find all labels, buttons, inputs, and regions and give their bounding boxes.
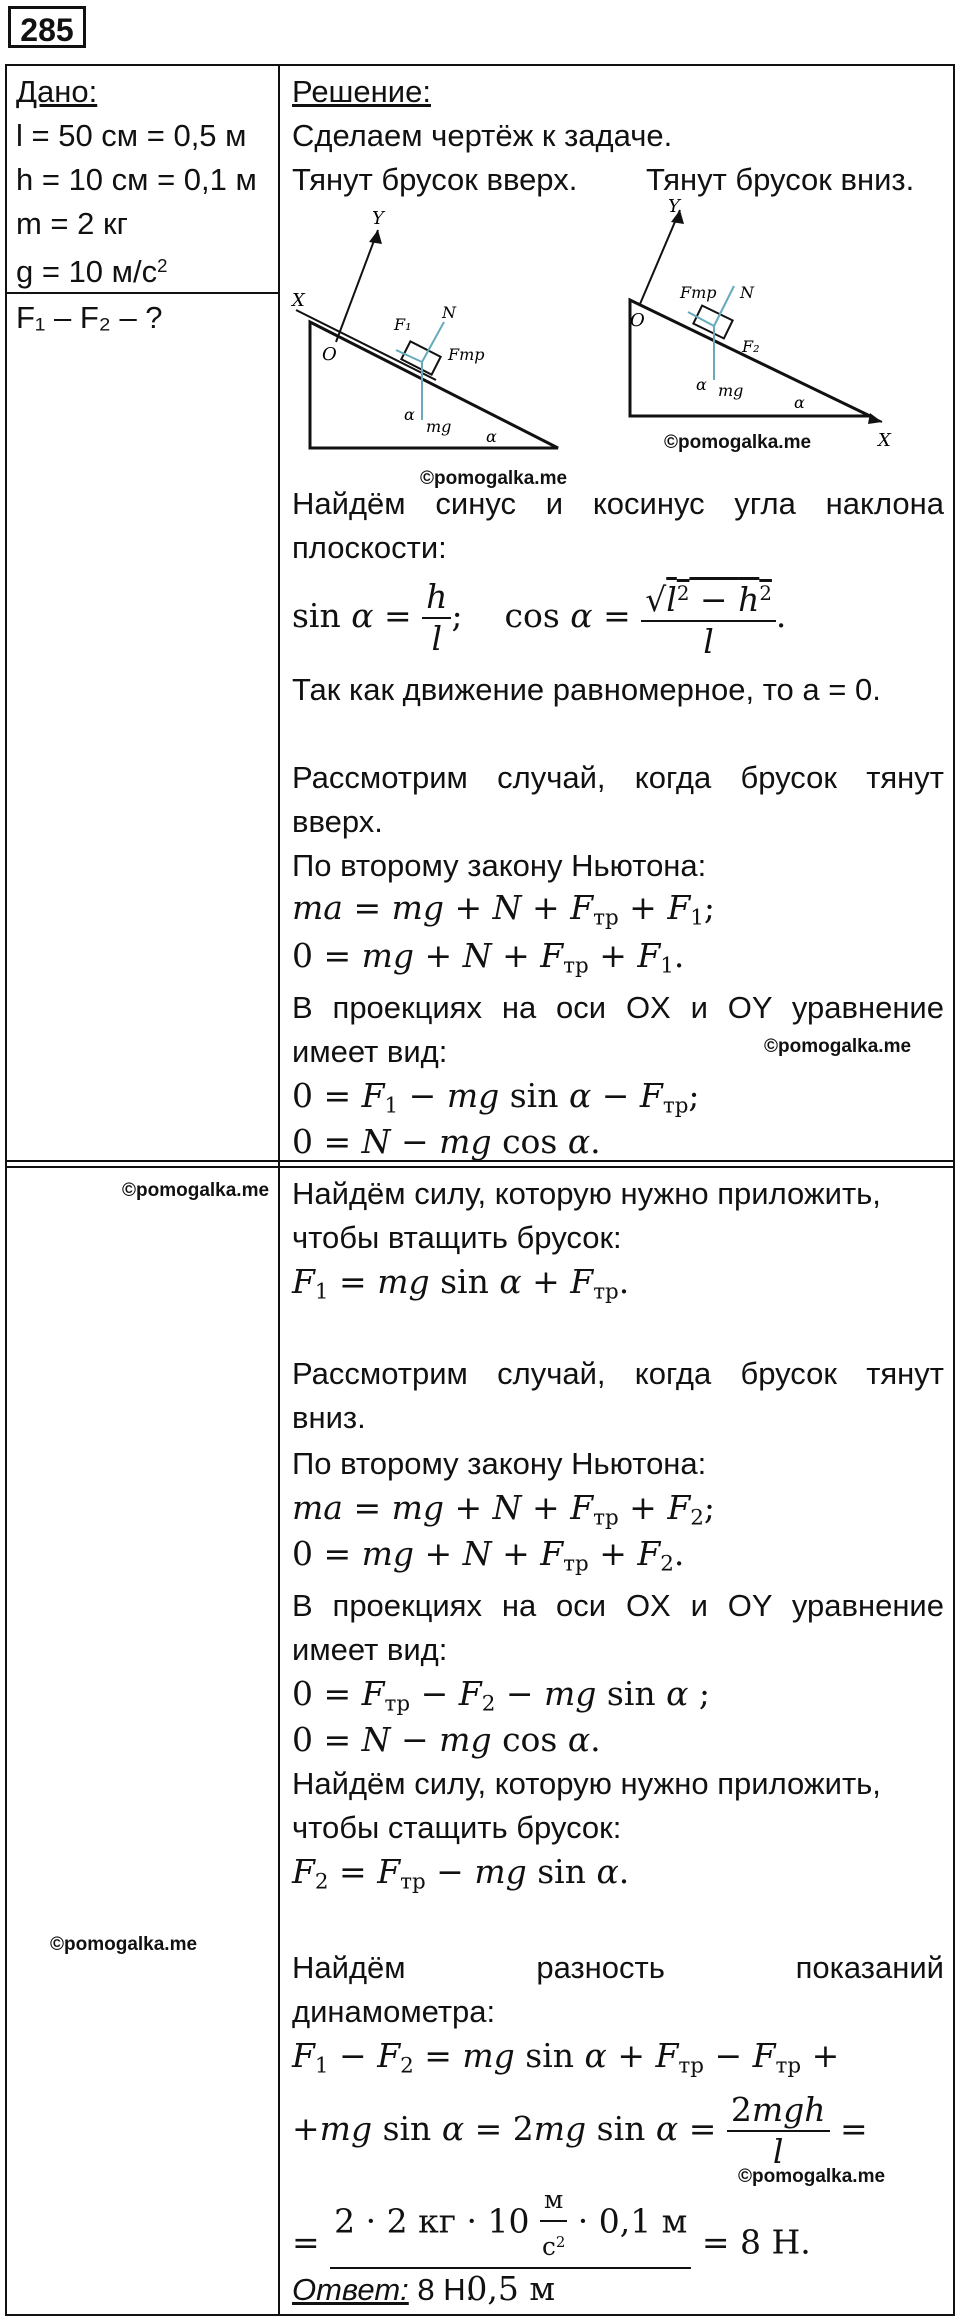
watermark-bottom-right: ©pomogalka.me	[738, 2166, 886, 2187]
problem-number: 285	[8, 6, 86, 48]
watermark-fig2: ©pomogalka.me	[664, 432, 812, 453]
given-g-exponent: 2	[157, 255, 168, 276]
case-down-paragraph-1: Рассмотрим случай, когда брусок тянут	[292, 1356, 944, 1391]
equation-newton-up-1: ma = mg + $N + F_{тр} + F_1$;	[292, 888, 715, 931]
given-line-m: m = 2 кг	[16, 206, 128, 241]
answer-line	[292, 2272, 474, 2308]
sin-cos-paragraph-2: плоскости:	[292, 530, 447, 565]
fig2-alpha-label-2: α	[794, 393, 805, 412]
fig1-o-label: O	[322, 344, 337, 365]
equation-newton-up-2: 0 = mg + $N + F_{тр} + F_1$.	[292, 936, 685, 979]
table-top-border	[5, 64, 955, 66]
sin-cos-paragraph-1: Найдём синус и косинус угла наклона	[292, 486, 944, 521]
case-up-paragraph-2: вверх.	[292, 804, 383, 839]
find-line: F₁ – F₂ – ?	[16, 300, 163, 335]
pull-down-caption: Тянут брусок вниз.	[646, 162, 915, 197]
equation-numeric: = 2 · 2 кг · 10 $\frac{м}{с^2}$ · 0,1 м 0,5 м = 8 Н.	[292, 2180, 811, 2309]
fig1-x-label: X	[292, 290, 305, 311]
sin-cos-formula: sin α = $\frac{h}{l}$ ; cos α = $\frac{√l^2 - h^2}{l}$ .	[292, 574, 786, 662]
fig2-y-label: Y	[668, 196, 680, 217]
table-left-border	[5, 64, 7, 2316]
equation-projection-up-y: 0 = N − mg cos α.	[292, 1122, 601, 1161]
given-line-h: h = 10 см = 0,1 м	[16, 162, 257, 197]
fig2-ftr-label: Fтр	[680, 283, 717, 302]
table-right-border	[953, 64, 955, 2316]
answer-label: Ответ:	[292, 2272, 409, 2307]
incline-diagram-up	[286, 210, 576, 460]
fig2-mg-label: mg	[718, 381, 744, 400]
given-line-g	[16, 248, 167, 290]
fig1-ftr-label: Fтр	[448, 345, 485, 364]
answer-value: 8 Н.	[417, 2272, 475, 2307]
force-down-text-1: Найдём силу, которую нужно приложить,	[292, 1766, 881, 1801]
equation-projection-up-x: $0 = F_1$ − mg $\sin \alpha - F_{тр}$;	[292, 1076, 700, 1119]
equation-force-up: $F_1$ = mg $\sin \alpha + F_{тр}$.	[292, 1262, 630, 1305]
newton-law-text-1: По второму закону Ньютона:	[292, 848, 707, 883]
solution-intro: Сделаем чертёж к задаче.	[292, 118, 673, 153]
fig2-alpha-label-1: α	[696, 375, 707, 394]
fig2-n-label: N	[740, 283, 754, 302]
watermark-mid: ©pomogalka.me	[764, 1036, 912, 1057]
projection-text-2b: имеет вид:	[292, 1632, 448, 1667]
equation-difference-2: +mg sin α = 2mg sin α = $\frac{\text{2mgh}}{l}$ =	[292, 2090, 868, 2171]
equation-newton-down-1: ma = mg + $N + F_{тр} + F_2$;	[292, 1488, 715, 1531]
watermark-left-top: ©pomogalka.me	[122, 1180, 270, 1201]
fig1-alpha-label-2: α	[486, 427, 497, 446]
equation-projection-down-y: 0 = N − mg cos α.	[292, 1720, 601, 1759]
case-down-paragraph-2: вниз.	[292, 1400, 366, 1435]
difference-text-1: Найдём разность показаний	[292, 1950, 944, 1985]
difference-text-2: динамометра:	[292, 1994, 496, 2029]
force-up-text-1: Найдём силу, которую нужно приложить,	[292, 1176, 881, 1211]
uniform-motion-text: Так как движение равномерное, то a = 0.	[292, 672, 881, 707]
table-bottom-border	[5, 2314, 955, 2316]
equation-difference-1: $F_1 - F_2$ = mg $\sin \alpha + F_{тр} - F_{тр}$ +	[292, 2036, 840, 2079]
watermark-fig1: ©pomogalka.me	[420, 468, 568, 489]
fig2-o-label: O	[630, 310, 645, 331]
fig1-f1-label: F₁	[394, 315, 412, 334]
watermark-left-bottom: ©pomogalka.me	[50, 1934, 198, 1955]
force-down-text-2: чтобы стащить брусок:	[292, 1810, 622, 1845]
fig1-n-label: N	[442, 303, 456, 322]
given-g-text: g = 10 м/с	[16, 254, 158, 290]
projection-text-1b: имеет вид:	[292, 1034, 448, 1069]
page-break-line-2	[5, 1166, 955, 1168]
given-divider	[5, 292, 280, 294]
equation-newton-down-2: 0 = mg + $N + F_{тр} + F_2$.	[292, 1534, 685, 1577]
fig1-mg-label: mg	[426, 417, 452, 436]
fig1-y-label: Y	[372, 208, 384, 229]
newton-law-text-2: По второму закону Ньютона:	[292, 1446, 707, 1481]
given-line-l: l = 50 см = 0,5 м	[16, 118, 247, 153]
table-column-divider	[278, 64, 280, 2316]
pull-up-caption: Тянут брусок вверх.	[292, 162, 578, 197]
projection-text-1a: В проекциях на оси OX и OY уравнение	[292, 990, 944, 1025]
projection-text-2a: В проекциях на оси OX и OY уравнение	[292, 1588, 944, 1623]
solution-header: Решение:	[292, 74, 431, 109]
case-up-paragraph-1: Рассмотрим случай, когда брусок тянут	[292, 760, 944, 795]
fig2-f2-label: F₂	[742, 337, 760, 356]
force-up-text-2: чтобы втащить брусок:	[292, 1220, 622, 1255]
fig1-alpha-label-1: α	[404, 405, 415, 424]
given-header: Дано:	[16, 74, 98, 109]
equation-force-down: $F_2 = F_{тр}$ − mg sin α.	[292, 1852, 630, 1895]
equation-projection-down-x: $0 = F_{тр} - F_2$ − mg sin α ;	[292, 1674, 711, 1717]
fig2-x-label: X	[878, 430, 891, 451]
